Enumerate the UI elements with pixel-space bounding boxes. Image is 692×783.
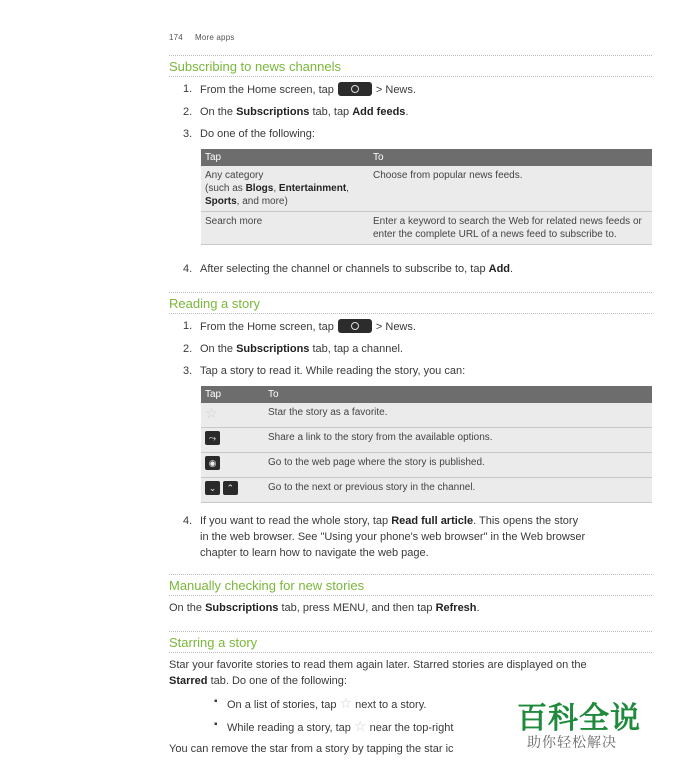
divider <box>169 55 652 56</box>
divider <box>169 292 652 293</box>
section-title-starring: Starring a story <box>169 635 258 650</box>
table-header-tap: Tap <box>201 386 264 403</box>
table-row: ⌄ ⌃ Go to the next or previous story in the channel. <box>201 478 652 503</box>
table-row: ☆ Star the story as a favorite. <box>201 403 652 428</box>
launcher-button-icon <box>338 82 372 96</box>
page-header <box>169 33 235 42</box>
chevron-down-icon: ⌄ <box>205 481 220 495</box>
table-header-tap: Tap <box>201 149 369 166</box>
launcher-button-icon <box>338 319 372 333</box>
divider <box>169 595 652 596</box>
divider <box>169 631 652 632</box>
globe-icon: ◉ <box>205 456 220 470</box>
star-icon: ☆ <box>205 405 218 421</box>
table-header-to: To <box>264 386 652 403</box>
star-icon: ☆ <box>353 718 367 734</box>
watermark-slogan: 助你轻松解决 <box>527 734 617 750</box>
chapter-title: More apps <box>194 33 235 42</box>
chevron-up-icon: ⌃ <box>223 481 238 495</box>
manual-check-text: On the Subscriptions tab, press MENU, and then tap Refresh. <box>169 602 480 614</box>
table-row: ⤳ Share a link to the story from the available options. <box>201 428 652 453</box>
starring-intro: Star your favorite stories to read them again later. Starred stories are displayed on the Starred tab. Do one of the following: <box>169 659 587 687</box>
star-icon: ☆ <box>339 695 353 711</box>
table-row: Search more Enter a keyword to search the Web for related news feeds or enter the complete URL of a news feed to subscribe to. <box>201 212 652 245</box>
watermark-logo: 百科全说 <box>517 702 641 735</box>
page-number: 174 <box>169 33 183 42</box>
divider <box>169 313 652 314</box>
table-row: ◉ Go to the web page where the story is published. <box>201 453 652 478</box>
section-title-subscribing: Subscribing to news channels <box>169 59 341 74</box>
share-icon: ⤳ <box>205 431 220 445</box>
table-row: Any category (such as Blogs, Entertainment, Sports, and more) Choose from popular news feeds. <box>201 166 652 212</box>
table-header-to: To <box>369 149 652 166</box>
section-title-reading: Reading a story <box>169 296 261 311</box>
reading-actions-table <box>201 386 652 503</box>
section-title-manual-check: Manually checking for new stories <box>169 578 365 593</box>
subscribe-options-table <box>201 149 652 245</box>
divider <box>169 652 652 653</box>
divider <box>169 76 652 77</box>
remove-star-text: You can remove the star from a story by tapping the star ic <box>169 743 454 755</box>
divider <box>169 574 652 575</box>
